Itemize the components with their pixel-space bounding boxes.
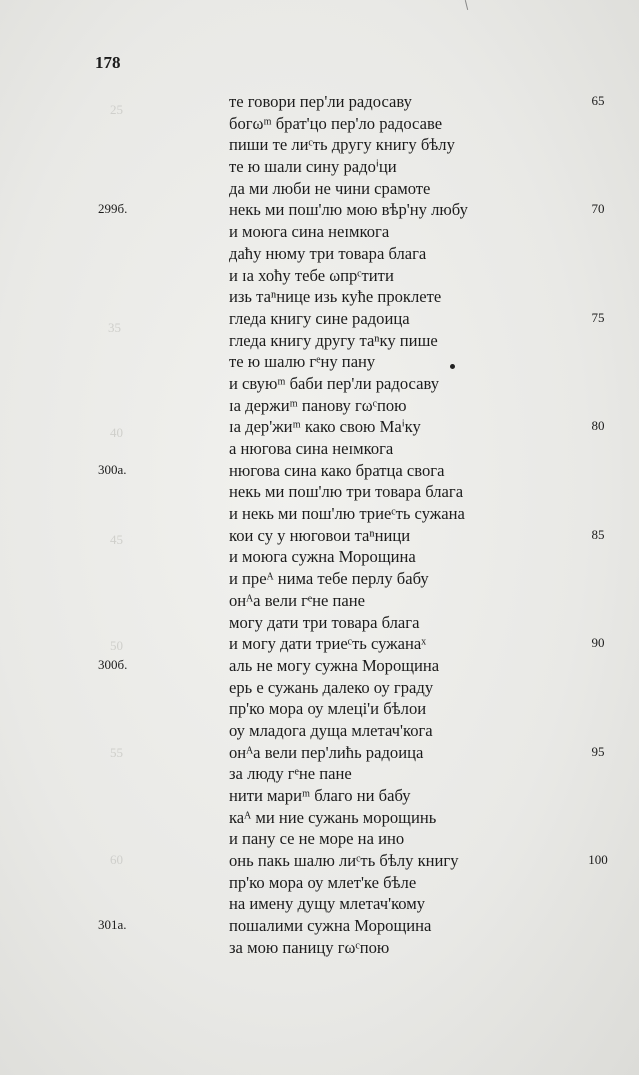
line-number: 65: [591, 93, 605, 108]
verse-line: [0, 265, 639, 287]
verse-text: пиши те лиᶜть другу книгу бѣлу: [229, 135, 455, 155]
verse-line: [0, 438, 639, 460]
verse-text: богωᵐ брат'цо пер'ло радосаве: [229, 113, 443, 133]
show-through-mark: 45: [110, 532, 123, 547]
show-through-mark: 35: [108, 320, 121, 335]
verse-text: могу дати три товара блага: [229, 612, 420, 632]
line-number: 90: [591, 635, 605, 651]
verse-text: нюгова сина како братца свога: [229, 460, 445, 480]
verse-list: [0, 91, 639, 959]
page-number: 178: [95, 53, 121, 72]
verse-text: гледа книгу другу таⁿку пише: [229, 330, 438, 350]
verse-text: пр'ко мора оу млет'ке бѣле: [229, 872, 417, 892]
verse-line: [0, 807, 639, 829]
verse-line: [0, 742, 639, 764]
verse-line: [0, 525, 639, 547]
verse-text: ɪa дер'жиᵐ како свою Маⁱку: [229, 417, 421, 437]
verse-text: ɪa держиᵐ панову гωᶜпою: [229, 395, 407, 415]
verse-line: [0, 568, 639, 590]
verse-line: [0, 91, 639, 113]
verse-line: [0, 156, 639, 178]
verse-line: [0, 655, 639, 677]
verse-text: а нюгова сина неɪмкога: [229, 439, 394, 458]
folio-marker: 301а.: [98, 917, 127, 933]
verse-text: и ɪa хоћу тебе ωпрᶜтити: [229, 265, 394, 285]
verse-text: онь пакь шалю лиᶜть бѣлу книгу: [229, 851, 459, 871]
verse-text: некь ми пош'лю три товара блага: [229, 482, 464, 502]
verse-text: гледа книгу сине радоица: [229, 308, 410, 328]
verse-text: те говори пер'ли радосаву: [229, 92, 412, 111]
verse-line: [0, 308, 639, 330]
verse-line: [0, 720, 639, 742]
line-number: 70: [591, 201, 605, 217]
verse-line: [0, 763, 639, 785]
verse-text: и могу дати триеᶜть сужанаˣ: [229, 634, 427, 654]
verse-line: [0, 677, 639, 699]
verse-line: [0, 351, 639, 373]
verse-text: и преᴬ нима тебе перлу бабу: [229, 569, 429, 589]
verse-line: [0, 915, 639, 937]
verse-text: оу младога дуща млетач'кога: [229, 720, 433, 740]
line-number: 80: [591, 418, 605, 434]
verse-line: [0, 546, 639, 568]
verse-line: [0, 395, 639, 417]
verse-line: [0, 286, 639, 308]
show-through-mark: 25: [110, 102, 123, 117]
verse-line: [0, 633, 639, 655]
verse-text: на имену дущу млетач'кому: [229, 894, 426, 914]
verse-line: [0, 872, 639, 894]
verse-text: те ю шали сину радоⁱци: [229, 157, 397, 177]
verse-text: аль не могу сужна Морощина: [229, 655, 440, 675]
verse-text: и моюга сина неɪмкога: [229, 222, 390, 242]
verse-text: изь таⁿнице изь куће проклете: [229, 287, 442, 307]
verse-text: нити мариᵐ благо ни бабу: [229, 786, 411, 805]
show-through-mark: 50: [110, 638, 123, 653]
verse-text: и свуюᵐ баби пер'ли радосаву: [229, 373, 440, 393]
verse-line: [0, 199, 639, 221]
verse-line: [0, 373, 639, 395]
verse-line: [0, 828, 639, 850]
verse-text: те ю шалю гᵉну пану: [229, 352, 376, 372]
line-number: 95: [591, 743, 605, 759]
verse-line: [0, 460, 639, 482]
folio-marker: 300а.: [98, 461, 127, 477]
verse-line: [0, 243, 639, 265]
folio-marker: 300б.: [98, 656, 128, 672]
verse-line: [0, 590, 639, 612]
verse-line: [0, 937, 639, 959]
show-through-mark: 55: [110, 745, 123, 760]
verse-text: онᴬа вели гᵉне пане: [229, 590, 366, 610]
verse-text: и моюга сужна Морощина: [229, 547, 416, 567]
verse-line: [0, 850, 639, 872]
show-through-mark: 40: [110, 425, 123, 440]
verse-text: да ми люби не чини срамоте: [229, 178, 431, 198]
verse-text: некь ми пош'лю мою вѣр'ну любу: [229, 200, 468, 220]
verse-text: ерь е сужань далеко оу граду: [229, 677, 434, 697]
verse-line: [0, 113, 639, 135]
verse-line: [0, 481, 639, 503]
verse-line: [0, 612, 639, 634]
line-number: 85: [591, 526, 605, 542]
verse-line: [0, 698, 639, 720]
verse-line: [0, 134, 639, 156]
verse-line: [0, 893, 639, 915]
line-number: 75: [591, 309, 605, 325]
verse-line: [0, 330, 639, 352]
verse-text: и некь ми пош'лю триеᶜть сужана: [229, 504, 465, 524]
verse-line: [0, 503, 639, 525]
verse-text: кои су у нюговои таⁿници: [229, 525, 411, 545]
verse-line: [0, 221, 639, 243]
verse-line: [0, 178, 639, 200]
verse-line: [0, 785, 639, 807]
verse-text: за люду гᵉне пане: [229, 764, 352, 784]
line-number: 100: [588, 852, 608, 868]
verse-text: и пану се не море на ино: [229, 829, 405, 849]
folio-marker: 299б.: [98, 201, 128, 217]
show-through-mark: 60: [110, 852, 123, 867]
verse-text: пр'ко мора оу млеці'и бѣлои: [229, 699, 427, 719]
verse-text: онᴬа вели пер'лиħь радоица: [229, 742, 424, 762]
verse-text: пошалими сужна Морощина: [229, 916, 432, 936]
verse-line: [0, 416, 639, 438]
verse-text: за мою паницу гωᶜпою: [229, 937, 390, 957]
verse-text: каᴬ ми ние сужань морощинь: [229, 807, 437, 827]
ink-dot: [450, 364, 455, 369]
margin-mark: [465, 0, 468, 10]
verse-text: даћу нюму три товара блага: [229, 243, 427, 263]
